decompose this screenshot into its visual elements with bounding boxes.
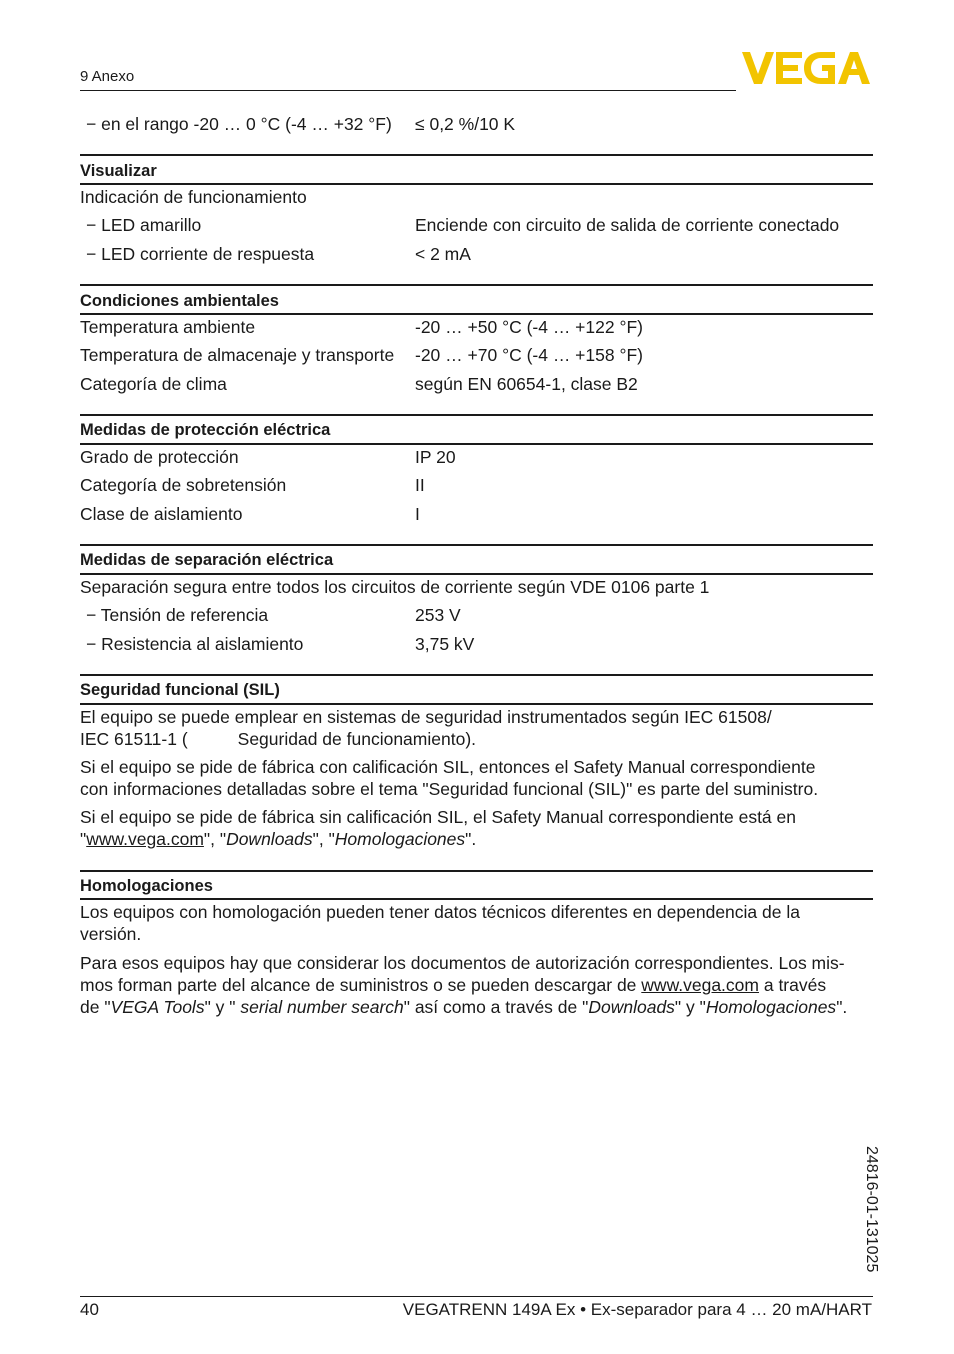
- spec-label: Temperatura ambiente: [80, 317, 256, 337]
- text-run: mos forman parte del alcance de suministros o se pueden descargar de: [80, 975, 642, 995]
- spec-row: [80, 344, 873, 366]
- spec-row: [80, 446, 873, 468]
- spec-label: Categoría de sobretensión: [80, 475, 287, 495]
- text-run: ", ": [203, 829, 227, 849]
- text-run: IEC 61511-1 (: [80, 729, 188, 749]
- section-title-homologaciones: Homologaciones: [80, 877, 213, 895]
- spec-label: Temperatura de almacenaje y transporte: [80, 345, 395, 365]
- text-run: VEGA Tools: [110, 997, 205, 1017]
- spec-label: − en el rango -20 … 0 °C (-4 … +32 °F): [86, 114, 392, 134]
- homologaciones-paragraph-1: [80, 901, 873, 945]
- section-top-rule: [80, 674, 873, 676]
- section-top-rule: [80, 870, 873, 872]
- spec-label: Indicación de funcionamiento: [80, 187, 307, 207]
- text-run: ".: [836, 997, 848, 1017]
- spec-value: IP 20: [415, 447, 456, 467]
- header-rule: [80, 90, 736, 91]
- section-top-rule: [80, 154, 873, 156]
- spec-value: -20 … +70 °C (-4 … +158 °F): [415, 345, 643, 365]
- spec-row: [80, 373, 873, 395]
- section-top-rule: [80, 544, 873, 546]
- section-top-rule: [80, 414, 873, 416]
- spec-label: Separación segura entre todos los circuitos de corriente según VDE 0106 parte 1: [80, 577, 710, 597]
- sil-paragraph-2: [80, 756, 873, 800]
- spec-row: [80, 316, 873, 338]
- spec-value: según EN 60654-1, clase B2: [415, 374, 638, 394]
- spec-row: [80, 186, 873, 208]
- section-top-rule: [80, 284, 873, 286]
- text-run: serial number search: [240, 997, 404, 1017]
- spec-row: [80, 474, 873, 496]
- text-line: [80, 828, 873, 850]
- side-document-number: 24816-01-131025: [863, 1146, 880, 1273]
- spec-value: < 2 mA: [415, 244, 471, 264]
- vega-website-link[interactable]: www.vega.com: [86, 829, 204, 849]
- spec-label: − Tensión de referencia: [86, 605, 269, 625]
- spec-row: [80, 214, 873, 236]
- spec-row: [80, 576, 873, 598]
- spec-label: Categoría de clima: [80, 374, 227, 394]
- section-title-sil: Seguridad funcional (SIL): [80, 681, 280, 699]
- footer-title: VEGATRENN 149A Ex • Ex-separador para 4 … 20 mA/HART: [402, 1300, 872, 1319]
- text-run: Homologaciones: [705, 997, 837, 1017]
- spec-row: [80, 604, 873, 626]
- text-run: " así como a través de ": [403, 997, 589, 1017]
- text-line: versión.: [80, 924, 142, 944]
- spec-label: Clase de aislamiento: [80, 504, 243, 524]
- text-line: Si el equipo se pide de fábrica con calificación SIL, entonces el Safety Manual correspondiente: [80, 757, 816, 777]
- section-title-separacion: Medidas de separación eléctrica: [80, 551, 334, 569]
- text-run: ", ": [312, 829, 335, 849]
- text-run: Downloads: [226, 829, 313, 849]
- text-line: [80, 974, 873, 996]
- spec-value: 253 V: [415, 605, 461, 625]
- text-run: " y ": [674, 997, 706, 1017]
- text-run: Homologaciones: [334, 829, 466, 849]
- text-line: Para esos equipos hay que considerar los documentos de autorización correspondientes. Los mis-: [80, 953, 845, 973]
- vega-website-link[interactable]: www.vega.com: [641, 975, 759, 995]
- text-line: Si el equipo se pide de fábrica sin calificación SIL, el Safety Manual correspondiente está en: [80, 807, 796, 827]
- section-bottom-rule: [80, 313, 873, 315]
- text-run: ": [80, 829, 87, 849]
- section-title-proteccion: Medidas de protección eléctrica: [80, 421, 331, 439]
- text-run: ".: [465, 829, 477, 849]
- section-bottom-rule: [80, 898, 873, 900]
- text-line: El equipo se puede emplear en sistemas de seguridad instrumentados según IEC 61508/: [80, 707, 772, 727]
- text-line: [80, 728, 873, 750]
- text-run: Seguridad de funcionamiento).: [237, 729, 477, 749]
- section-bottom-rule: [80, 703, 873, 705]
- text-run: a través: [758, 975, 827, 995]
- spec-value: -20 … +50 °C (-4 … +122 °F): [415, 317, 643, 337]
- homologaciones-paragraph-2: [80, 952, 873, 1018]
- spec-value: I: [415, 504, 420, 524]
- spec-value: 3,75 kV: [415, 634, 475, 654]
- spec-label: − Resistencia al aislamiento: [86, 634, 304, 654]
- section-title-visualizar: Visualizar: [80, 162, 157, 180]
- spec-row: [80, 243, 873, 265]
- text-line: Los equipos con homologación pueden tener datos técnicos diferentes en dependencia de la: [80, 902, 800, 922]
- spec-label: Grado de protección: [80, 447, 239, 467]
- spec-value: Enciende con circuito de salida de corriente conectado: [415, 215, 840, 235]
- text-line: con informaciones detalladas sobre el tema "Seguridad funcional (SIL)" es parte del suministro.: [80, 779, 819, 799]
- section-bottom-rule: [80, 573, 873, 575]
- sil-paragraph-1: [80, 706, 873, 750]
- sil-paragraph-3: [80, 806, 873, 850]
- spec-value: II: [415, 475, 425, 495]
- section-title-ambientales: Condiciones ambientales: [80, 292, 279, 310]
- spec-row: [80, 503, 873, 525]
- text-run: " y ": [204, 997, 241, 1017]
- footer-rule: [80, 1296, 873, 1297]
- spec-row: [80, 633, 873, 655]
- header-section-label: 9 Anexo: [80, 68, 135, 85]
- spec-value: ≤ 0,2 %/10 K: [415, 114, 516, 134]
- vega-logo: [742, 52, 872, 84]
- page-number: 40: [80, 1300, 99, 1319]
- text-line: [80, 996, 873, 1018]
- spec-row: [80, 113, 873, 135]
- text-run: de ": [80, 997, 111, 1017]
- section-bottom-rule: [80, 183, 873, 185]
- text-run: Downloads: [588, 997, 675, 1017]
- spec-document: [80, 112, 873, 1017]
- spec-label: − LED amarillo: [86, 215, 202, 235]
- spec-label: − LED corriente de respuesta: [86, 244, 315, 264]
- section-bottom-rule: [80, 443, 873, 445]
